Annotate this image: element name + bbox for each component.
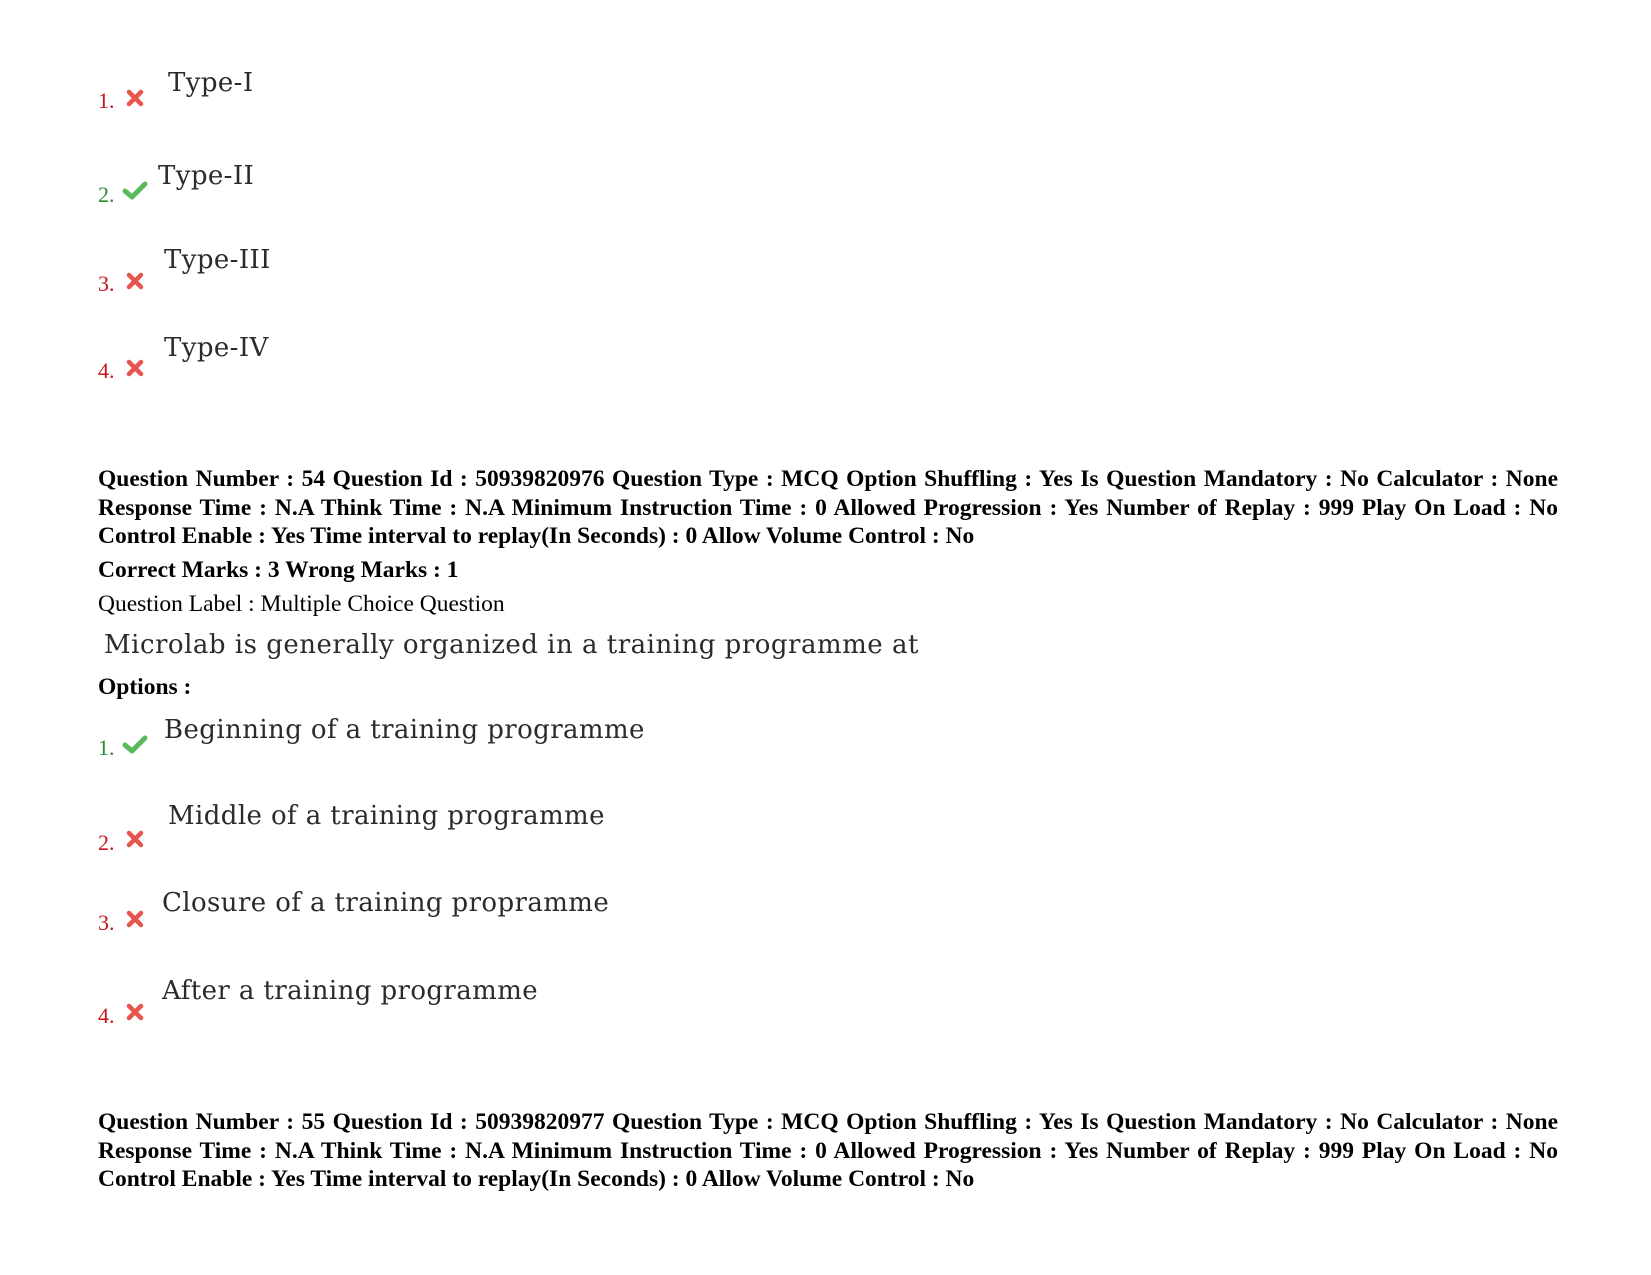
- options-heading: Options :: [98, 674, 192, 700]
- cross-icon: [125, 909, 145, 929]
- option-number: 1.: [98, 735, 115, 760]
- option-text: After a training programme: [162, 976, 539, 1006]
- option-number: 3.: [98, 271, 115, 296]
- option-number: 3.: [98, 910, 115, 935]
- cross-icon: [125, 88, 145, 108]
- option-number: 2.: [98, 182, 115, 207]
- option-text: Beginning of a training programme: [164, 715, 645, 745]
- option-text: Type-III: [164, 245, 271, 275]
- option-text: Type-IV: [164, 333, 269, 363]
- option-number: 1.: [98, 88, 115, 113]
- cross-icon: [125, 358, 145, 378]
- question-text: Microlab is generally organized in a training programme at: [104, 630, 919, 660]
- check-icon: [122, 180, 148, 200]
- check-icon: [122, 734, 148, 754]
- cross-icon: [125, 271, 145, 291]
- option-text: Type-I: [168, 68, 254, 98]
- question-marks: Correct Marks : 3 Wrong Marks : 1: [98, 557, 459, 583]
- option-text: Middle of a training programme: [168, 801, 605, 831]
- cross-icon: [125, 829, 145, 849]
- option-number: 4.: [98, 358, 115, 383]
- cross-icon: [125, 1002, 145, 1022]
- question-label: Question Label : Multiple Choice Question: [98, 591, 505, 617]
- question-meta: Question Number : 55 Question Id : 50939820977 Question Type : MCQ Option Shuffling : Yes Is Question Mandatory : No Calculator : None Response Time : N.A Think Time : N.A Minimum Instruction Time : 0 Allowed Progression : Yes Number of Replay : 999 Play On Load : No Control Enable : Yes Time interval to replay(In Seconds) : 0 Allow Volume Control : No: [98, 1109, 1558, 1192]
- option-number: 4.: [98, 1003, 115, 1028]
- option-text: Closure of a training propramme: [162, 888, 610, 918]
- question-meta: Question Number : 54 Question Id : 50939820976 Question Type : MCQ Option Shuffling : Yes Is Question Mandatory : No Calculator : None Response Time : N.A Think Time : N.A Minimum Instruction Time : 0 Allowed Progression : Yes Number of Replay : 999 Play On Load : No Control Enable : Yes Time interval to replay(In Seconds) : 0 Allow Volume Control : No: [98, 466, 1558, 549]
- option-text: Type-II: [158, 161, 255, 191]
- option-number: 2.: [98, 830, 115, 855]
